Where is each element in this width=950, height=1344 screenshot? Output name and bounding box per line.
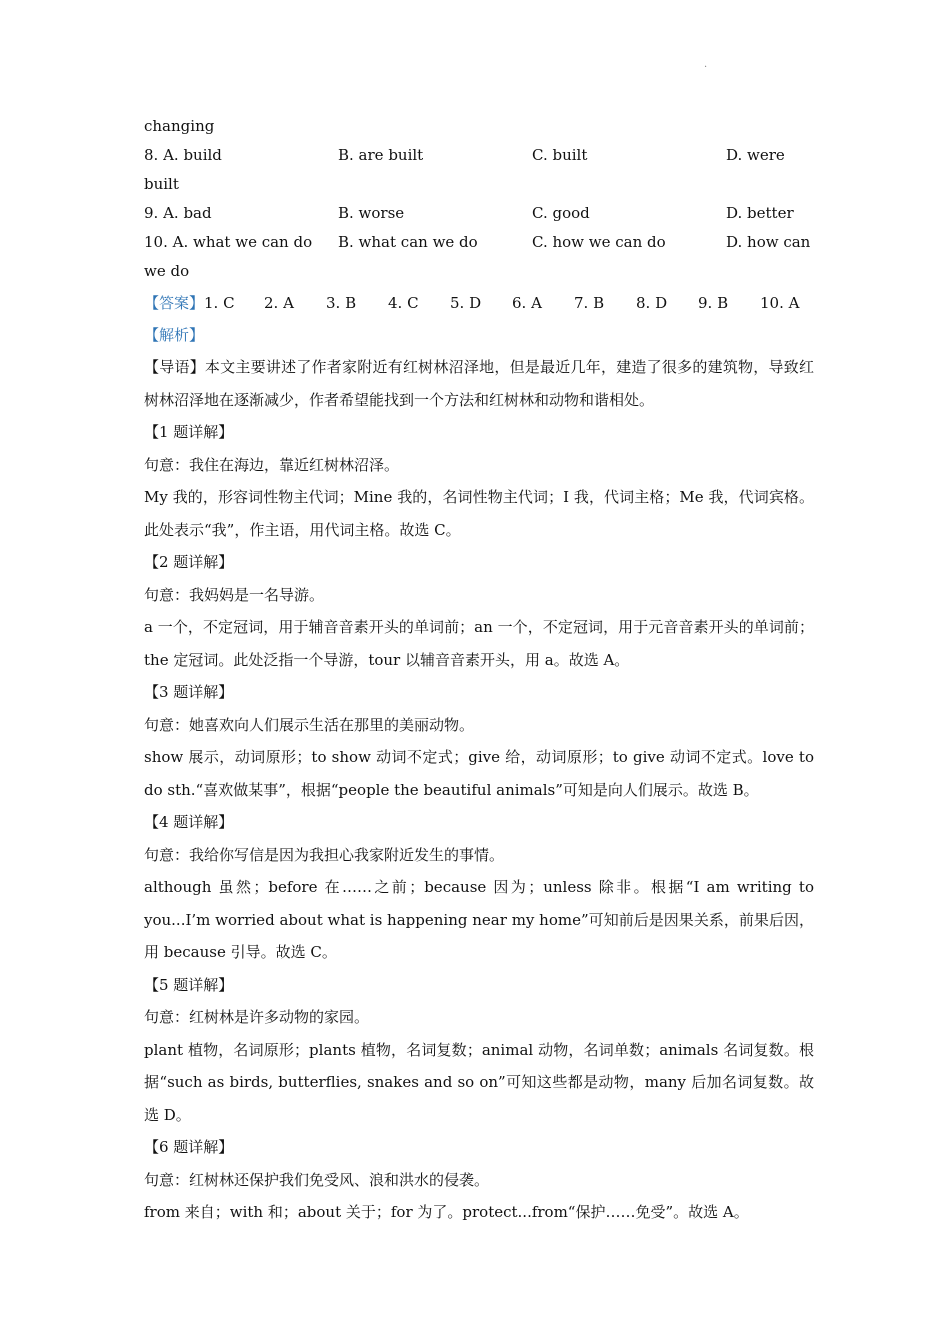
section-heading: 【4 题详解】	[144, 813, 234, 831]
explanation-section	[144, 546, 814, 676]
sentence-meaning: 句意：红树林是许多动物的家园。	[144, 1008, 370, 1026]
option-8c: C. built	[532, 146, 588, 164]
question-8-options	[144, 141, 814, 170]
option-10c: C. how we can do	[532, 233, 666, 251]
sentence-meaning: 句意：我给你写信是因为我担心我家附近发生的事情。	[144, 845, 505, 864]
header-mark: ·	[704, 62, 708, 73]
question-9-options	[144, 199, 814, 228]
explanation-text: although 虽然；before 在……之前；because 因为；unless 除非。根据“I am writing to you...I’m worried about what is happening near my home”可知前后是因果关系，前果后因，用 because 引导。故选 C。	[144, 878, 814, 961]
option-9a: 9. A. bad	[144, 204, 212, 222]
option-10d: D. how can	[726, 233, 811, 251]
answer-item: 1. C	[204, 294, 235, 312]
answer-item: 6. A	[512, 294, 542, 312]
answer-item: 2. A	[264, 294, 294, 312]
answer-key	[144, 288, 814, 319]
answer-item: 4. C	[388, 294, 419, 312]
explanation-section	[144, 1131, 814, 1229]
option-tail-7: changing	[144, 117, 215, 135]
section-heading: 【1 题详解】	[144, 423, 234, 441]
explanation-section	[144, 416, 814, 546]
sentence-meaning: 句意：我住在海边，靠近红树林沼泽。	[144, 455, 400, 474]
section-heading: 【5 题详解】	[144, 975, 234, 994]
option-9b: B. worse	[338, 204, 405, 222]
answer-item: 10. A	[760, 294, 800, 312]
option-tail-10: we do	[144, 262, 190, 280]
question-10-options	[144, 228, 814, 257]
option-10a: 10. A. what we can do	[144, 233, 313, 251]
explanation-section	[144, 969, 814, 1132]
section-heading: 【3 题详解】	[144, 683, 234, 701]
option-9d: D. better	[726, 204, 794, 222]
explanation-text: show 展示，动词原形；to show 动词不定式；give 给，动词原形；to give 动词不定式。love to do sth.“喜欢做某事”，根据“people the beautiful animals”可知是向人们展示。故选 B。	[144, 748, 814, 799]
explanation-section	[144, 676, 814, 806]
sentence-meaning: 句意：红树林还保护我们免受风、浪和洪水的侵袭。	[144, 1170, 490, 1189]
explanation-text: plant 植物，名词原形；plants 植物，名词复数；animal 动物，名词单数；animals 名词复数。根据“such as birds, butterflies, snakes and so on”可知这些都是动物，many 后加名词复数。故选 D。	[144, 1040, 814, 1124]
document-content	[144, 112, 814, 1229]
section-heading: 【6 题详解】	[144, 1138, 234, 1156]
answer-item: 8. D	[636, 294, 668, 312]
analysis-label: 【解析】	[144, 326, 205, 344]
option-10b: B. what can we do	[338, 233, 478, 251]
answer-item: 9. B	[698, 294, 729, 312]
option-8d: D. were	[726, 146, 785, 164]
sentence-meaning: 句意：我妈妈是一名导游。	[144, 585, 325, 604]
option-8a: 8. A. build	[144, 146, 222, 164]
option-8b: B. are built	[338, 146, 424, 164]
option-tail-8: built	[144, 175, 179, 193]
answer-item: 7. B	[574, 294, 605, 312]
answer-item: 5. D	[450, 294, 482, 312]
answer-list	[204, 289, 822, 318]
option-9c: C. good	[532, 204, 590, 222]
explanation-section	[144, 806, 814, 969]
answer-label: 【答案】	[144, 294, 205, 312]
section-heading: 【2 题详解】	[144, 553, 234, 571]
intro-paragraph: 【导语】本文主要讲述了作者家附近有红树林沼泽地，但是最近几年，建造了很多的建筑物，导致红树林沼泽地在逐渐减少，作者希望能找到一个方法和红树林和动物和谐相处。	[144, 358, 814, 409]
explanation-text: a 一个，不定冠词，用于辅音音素开头的单词前；an 一个，不定冠词，用于元音音素开头的单词前；the 定冠词。此处泛指一个导游，tour 以辅音音素开头，用 a。故选 A。	[144, 618, 814, 669]
answer-item: 3. B	[326, 294, 357, 312]
sentence-meaning: 句意：她喜欢向人们展示生活在那里的美丽动物。	[144, 715, 475, 734]
explanation-text: My 我的，形容词性物主代词；Mine 我的，名词性物主代词；I 我，代词主格；Me 我，代词宾格。此处表示“我”，作主语，用代词主格。故选 C。	[144, 488, 814, 539]
explanation-text: from 来自；with 和；about 关于；for 为了。protect...from“保护……免受”。故选 A。	[144, 1203, 749, 1221]
